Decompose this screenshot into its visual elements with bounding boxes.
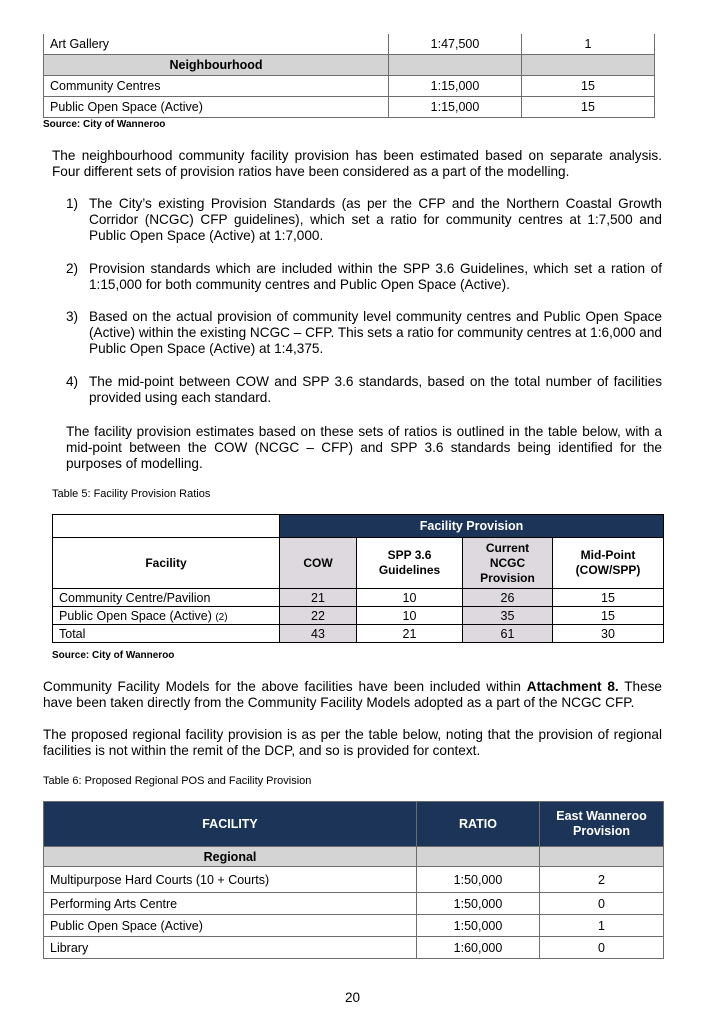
table-row	[44, 915, 664, 937]
table-header-row	[44, 802, 664, 847]
header-line: Current	[485, 540, 530, 555]
regional-paragraph: The proposed regional facility provision is as per the table below, noting that the provision of regional facilities is not within the remit of the DCP, and so is provided for context.	[43, 727, 662, 759]
facility-name: Total	[59, 626, 86, 641]
table-cell-facility: Multipurpose Hard Courts (10 + Courts)	[44, 867, 417, 893]
table-row	[44, 893, 664, 915]
table-cell-cow: 43	[280, 625, 357, 643]
header-line: SPP 3.6	[387, 548, 432, 562]
table-source: Source: City of Wanneroo	[52, 650, 175, 661]
table-cell-facility: Library	[44, 937, 417, 959]
table-cell-provision	[540, 847, 664, 867]
column-header-provision	[540, 802, 664, 847]
table-cell-ratio: 1:47,500	[389, 34, 522, 55]
estimates-paragraph: The facility provision estimates based on these sets of ratios is outlined in the table below, with a mid-point between the COW (NCGC – CFP) and SPP 3.6 standards being identified for the purposes of modelling.	[66, 424, 662, 472]
provision-ratio-list	[52, 196, 662, 422]
header-line: Guidelines	[378, 563, 441, 577]
table-cell-ratio: 1:15,000	[389, 97, 522, 118]
table-cell-current: 61	[463, 625, 553, 643]
table-row	[44, 97, 655, 118]
table-row	[44, 867, 664, 893]
models-paragraph	[43, 679, 662, 711]
intro-paragraph: The neighbourhood community facility provision has been estimated based on separate analysis. Four different sets of provision ratios have been considered as a part of the modelling.	[52, 148, 662, 180]
table-cell-facility: Performing Arts Centre	[44, 893, 417, 915]
table-row	[44, 937, 664, 959]
table-cell-ratio: 1:50,000	[417, 867, 540, 893]
facility-provision-ratios-table	[52, 514, 664, 643]
table-cell-facility: Public Open Space (Active)	[44, 915, 417, 937]
table-cell-spp: 10	[357, 607, 463, 625]
footnote-marker: (2)	[215, 611, 228, 623]
table-group-label: Regional	[44, 847, 417, 867]
models-text-before: Community Facility Models for the above facilities have been included within	[43, 679, 527, 694]
table-cell-ratio: 1:50,000	[417, 915, 540, 937]
table-row	[44, 76, 655, 97]
regional-facility-provision-table	[43, 801, 664, 959]
table-cell-provision: 2	[540, 867, 664, 893]
table-cell-cow: 22	[280, 607, 357, 625]
table-cell-midpoint: 15	[553, 589, 664, 607]
column-header-facility: Facility	[53, 538, 280, 589]
table-cell-ratio: 1:60,000	[417, 937, 540, 959]
list-text: Provision standards which are included within the SPP 3.6 Guidelines, which set a ration of 1:15,000 for both community centres and Public Open Space (Active).	[89, 260, 662, 292]
table-row	[53, 589, 664, 607]
list-text: The City’s existing Provision Standards (as per the CFP and the Northern Coastal Growth Corridor (NCGC) CFP guidelines), which set a ratio for community centres at 1:7,500 and Public Open Space (Active) at 1:7,000.	[89, 196, 662, 244]
page-number: 20	[344, 990, 361, 1005]
table-cell-facility: Community Centres	[44, 76, 389, 97]
table-group-row	[44, 847, 664, 867]
models-text-after: These have been taken directly from the Community Facility Models adopted as a part of the NCGC CFP.	[43, 679, 662, 711]
table-header-row	[53, 538, 664, 589]
table-row-total	[53, 625, 664, 643]
header-line: NCGC	[489, 555, 526, 570]
list-text: Based on the actual provision of community level community centres and Public Open Space (Active) within the existing NCGC – CFP. This sets a ratio for community centres at 1:6,000 and Public Open Space (Active) at 1:4,375.	[89, 309, 662, 357]
header-line: East Wanneroo	[556, 809, 647, 823]
table-cell-spp: 21	[357, 625, 463, 643]
table-caption: Table 5: Facility Provision Ratios	[52, 488, 211, 500]
table-group-row	[44, 55, 655, 76]
table-cell-provision: 1	[540, 915, 664, 937]
table-cell-midpoint: 30	[553, 625, 664, 643]
list-item	[52, 261, 662, 293]
table-cell-ratio: 1:15,000	[389, 76, 522, 97]
table-header-blank	[53, 515, 280, 538]
column-header-spp	[357, 538, 463, 589]
header-line: Provision	[480, 570, 535, 585]
table-cell-facility	[53, 607, 280, 625]
column-header-cow: COW	[280, 538, 357, 589]
table-cell-ratio: 1:50,000	[417, 893, 540, 915]
table-cell-provision: 0	[540, 937, 664, 959]
facility-name: Community Centre/Pavilion	[59, 590, 211, 605]
table-cell-provision: 0	[540, 893, 664, 915]
table-group-label: Neighbourhood	[44, 55, 389, 76]
attachment-reference: Attachment 8.	[526, 679, 619, 694]
list-item	[52, 374, 662, 406]
table-cell-midpoint: 15	[553, 607, 664, 625]
table-cell-facility	[53, 589, 280, 607]
table-cell-current: 26	[463, 589, 553, 607]
list-number: 3)	[66, 309, 79, 325]
list-number: 1)	[66, 196, 79, 211]
table-cell-facility: Public Open Space (Active)	[44, 97, 389, 118]
list-item	[52, 309, 662, 358]
column-header-ratio: RATIO	[417, 802, 540, 847]
table-source: Source: City of Wanneroo	[43, 119, 166, 130]
facility-name: Public Open Space (Active)	[59, 608, 212, 623]
column-header-midpoint	[553, 538, 664, 589]
table-cell-provision: 15	[522, 97, 655, 118]
table-group-header-row	[53, 515, 664, 538]
table-cell-provision: 15	[522, 76, 655, 97]
header-line: (COW/SPP)	[575, 563, 641, 577]
facility-ratio-table-continued	[43, 34, 655, 118]
table-cell-facility: Art Gallery	[44, 34, 389, 55]
list-number: 4)	[66, 373, 79, 389]
list-text: The mid-point between COW and SPP 3.6 standards, based on the total number of facilities provided using each standard.	[89, 373, 662, 405]
table-row	[44, 34, 655, 55]
table-cell-provision: 1	[522, 34, 655, 55]
table-cell-provision	[522, 55, 655, 76]
table-cell-cow: 21	[280, 589, 357, 607]
table-cell-facility	[53, 625, 280, 643]
column-header-current	[463, 538, 553, 589]
table-group-header: Facility Provision	[280, 515, 664, 538]
header-line: Mid-Point	[580, 548, 636, 562]
table-cell-ratio	[417, 847, 540, 867]
table-cell-ratio	[389, 55, 522, 76]
column-header-facility: FACILITY	[44, 802, 417, 847]
list-item	[52, 196, 662, 245]
list-number: 2)	[66, 260, 79, 276]
table-cell-spp: 10	[357, 589, 463, 607]
table-cell-current: 35	[463, 607, 553, 625]
header-line: Provision	[573, 824, 630, 838]
table-caption: Table 6: Proposed Regional POS and Facility Provision	[43, 775, 312, 787]
table-row	[53, 607, 664, 625]
